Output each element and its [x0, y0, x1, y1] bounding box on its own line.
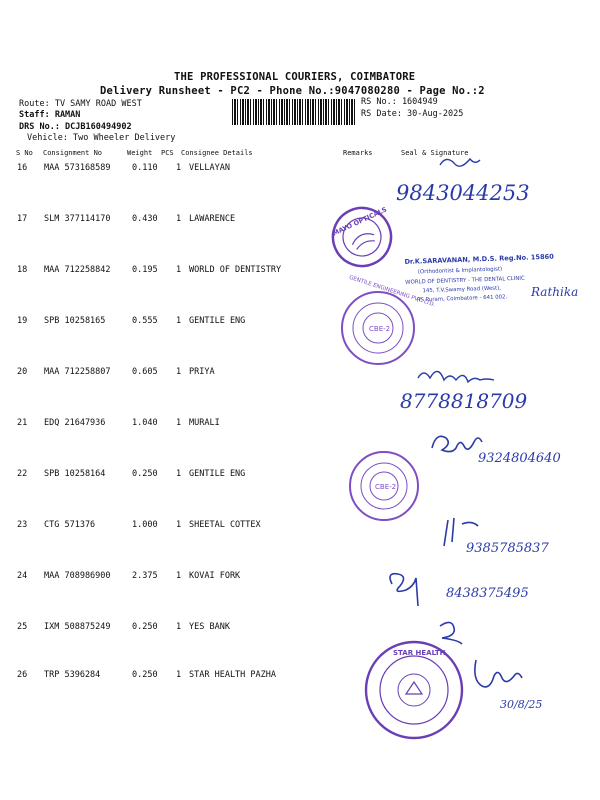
- row-weight: 0.605: [132, 367, 158, 377]
- row-weight: 0.110: [132, 163, 158, 173]
- staff-label: Staff: RAMAN: [19, 110, 81, 120]
- row-consignment: SPB 10258165: [44, 316, 106, 326]
- row-consignee: YES BANK: [189, 622, 230, 632]
- signature-row26: [475, 660, 543, 711]
- rs-number: RS No.: 1604949: [361, 97, 438, 107]
- signature-row20: [400, 371, 528, 413]
- row-consignee: VELLAYAN: [189, 163, 230, 173]
- col-pcs: PCS: [161, 149, 174, 157]
- optical-stamp-text: MAYO OPTICALS: [331, 205, 389, 238]
- drs-number: DRS No.: DCJB160494902: [19, 122, 132, 132]
- row-pcs: 1: [176, 367, 182, 377]
- col-weight: Weight: [127, 149, 153, 157]
- dental-stamp-line1: Dr.K.SARAVANAN, M.D.S. Reg.No. 15860: [404, 252, 554, 266]
- row-weight: 0.250: [132, 469, 158, 479]
- gentile-stamp-text: GENTILE ENGINEERING PVT. LTD.: [348, 274, 436, 309]
- row-consignment: MAA 712258842: [44, 265, 111, 275]
- dental-stamp-line4: 145, T.V.Swamy Road (West),: [422, 285, 502, 295]
- row-pcs: 1: [176, 418, 182, 428]
- row-consignee: KOVAI FORK: [189, 571, 241, 581]
- row-sno: 18: [17, 265, 28, 275]
- row-consignment: MAA 708986900: [44, 571, 111, 581]
- signature-row25: [440, 622, 462, 644]
- signature-row24: [390, 574, 529, 606]
- row-consignment: SPB 10258164: [44, 469, 106, 479]
- rs-date: RS Date: 30-Aug-2025: [361, 109, 464, 119]
- row-consignment: IXM 508875249: [44, 622, 111, 632]
- handwritten-date: 30/8/25: [500, 698, 543, 711]
- row-pcs: 1: [176, 316, 182, 326]
- row-sno: 20: [17, 367, 28, 377]
- col-consignee: Consignee Details: [181, 149, 253, 157]
- row-sno: 26: [17, 670, 28, 680]
- dental-stamp-line3: WORLD OF DENTISTRY - THE DENTAL CLINIC: [405, 275, 525, 286]
- signature-row21: [432, 436, 561, 466]
- row-pcs: 1: [176, 469, 182, 479]
- row-pcs: 1: [176, 670, 182, 680]
- row-sno: 25: [17, 622, 28, 632]
- star-health-stamp: [366, 642, 462, 738]
- row-pcs: 1: [176, 571, 182, 581]
- row-sno: 19: [17, 316, 28, 326]
- row-consignment: TRP 5396284: [44, 670, 101, 680]
- row-sno: 23: [17, 520, 28, 530]
- row-consignment: MAA 573168589: [44, 163, 111, 173]
- row-weight: 0.250: [132, 622, 158, 632]
- row-weight: 0.555: [132, 316, 158, 326]
- star-health-stamp-text: STAR HEALTH: [393, 649, 446, 657]
- row-consignee: LAWARENCE: [189, 214, 236, 224]
- row-consignee: GENTILE ENG: [189, 316, 246, 326]
- row-consignment: SLM 377114170: [44, 214, 111, 224]
- row-weight: 2.375: [132, 571, 158, 581]
- handwritten-phone: 9324804640: [478, 451, 561, 466]
- row-consignee: SHEETAL COTTEX: [189, 520, 261, 530]
- row-pcs: 1: [176, 265, 182, 275]
- row-pcs: 1: [176, 163, 182, 173]
- gentile-stamp-center: CBE-2: [369, 325, 391, 333]
- route-label: Route: TV SAMY ROAD WEST: [19, 99, 142, 109]
- handwritten-phone: 9385785837: [466, 541, 549, 556]
- row-weight: 1.000: [132, 520, 158, 530]
- optical-stamp: [323, 196, 405, 275]
- row-consignee: STAR HEALTH PAZHA: [189, 670, 276, 680]
- row-sno: 21: [17, 418, 28, 428]
- row-consignee: PRIYA: [189, 367, 215, 377]
- row-weight: 0.430: [132, 214, 158, 224]
- vehicle-label: Vehicle: Two Wheeler Delivery: [27, 133, 176, 143]
- col-sno: S No: [16, 149, 33, 157]
- col-remarks: Remarks: [343, 149, 373, 157]
- row-consignment: EDQ 21647936: [44, 418, 106, 428]
- gentile-stamp-center: CBE-2: [375, 483, 397, 491]
- row-consignee: GENTILE ENG: [189, 469, 246, 479]
- handwritten-name: Rathika: [531, 285, 579, 299]
- row-weight: 0.250: [132, 670, 158, 680]
- row-consignment: CTG 571376: [44, 520, 96, 530]
- row-weight: 0.195: [132, 265, 158, 275]
- col-seal-signature: Seal & Signature: [401, 149, 469, 157]
- row-consignee: WORLD OF DENTISTRY: [189, 265, 282, 275]
- row-consignee: MURALI: [189, 418, 220, 428]
- row-sno: 24: [17, 571, 28, 581]
- row-sno: 17: [17, 214, 28, 224]
- row-sno: 22: [17, 469, 28, 479]
- signature-row23: [444, 518, 549, 556]
- signature-row16: [396, 159, 530, 205]
- runsheet-subtitle: Delivery Runsheet - PC2 - Phone No.:9047080280 - Page No.:2: [100, 85, 485, 97]
- handwritten-phone: 9843044253: [396, 181, 530, 205]
- company-title: THE PROFESSIONAL COURIERS, COIMBATORE: [174, 71, 416, 83]
- row-sno: 16: [17, 163, 28, 173]
- row-consignment: MAA 712258807: [44, 367, 111, 377]
- dental-stamp-line2: (Orthodontist & Implantologist): [417, 266, 503, 276]
- row-pcs: 1: [176, 622, 182, 632]
- dental-stamp-line5: RS Puram, Coimbatore - 641 002.: [416, 294, 508, 304]
- row-pcs: 1: [176, 520, 182, 530]
- gentile-stamp: [350, 452, 418, 520]
- handwritten-phone: 8778818709: [400, 389, 528, 413]
- row-weight: 1.040: [132, 418, 158, 428]
- row-pcs: 1: [176, 214, 182, 224]
- col-consignment: Consignment No: [43, 149, 103, 157]
- handwritten-phone: 8438375495: [446, 586, 529, 601]
